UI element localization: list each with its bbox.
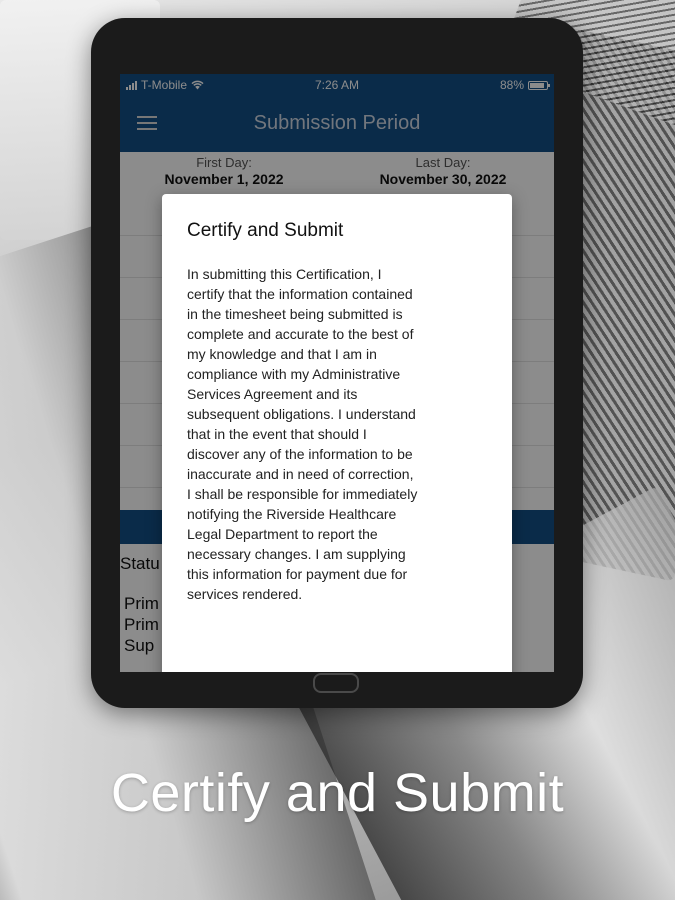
last-day-label: Last Day: <box>415 155 471 170</box>
detail-line: Prim <box>124 615 159 634</box>
status-time: 7:26 AM <box>314 78 360 92</box>
first-day-label: First Day: <box>196 155 252 170</box>
certification-text: In submitting this Certification, I certify that the information contained in the timesheet being submitted is complete and accurate to the best of my knowledge and that I am in compliance with my Administrative Services Agreement and its subsequent obligations. I understand that in the event that should I discover any of the information to be inaccurate and in need of correction, I shall be responsible for immediately notifying the Riverside Healthcare Legal Department to report the necessary changes. I am supplying this information for payment due for services rendered. <box>187 266 418 602</box>
promo-caption: Certify and Submit <box>110 763 565 823</box>
carrier-name: T-Mobile <box>141 78 188 92</box>
last-day-value: November 30, 2022 <box>379 171 507 187</box>
first-day-value: November 1, 2022 <box>164 171 284 187</box>
app-screen <box>120 74 554 672</box>
detail-line: Sup <box>124 636 155 655</box>
certify-dialog <box>162 194 512 672</box>
tablet-device <box>91 18 583 708</box>
battery-percent: 88% <box>499 78 524 92</box>
page-title: Submission Period <box>253 112 421 134</box>
dialog-title: Certify and Submit <box>187 220 344 241</box>
home-button[interactable] <box>313 673 359 693</box>
detail-line: Prim <box>124 594 159 613</box>
status-label: Statu <box>120 554 160 573</box>
